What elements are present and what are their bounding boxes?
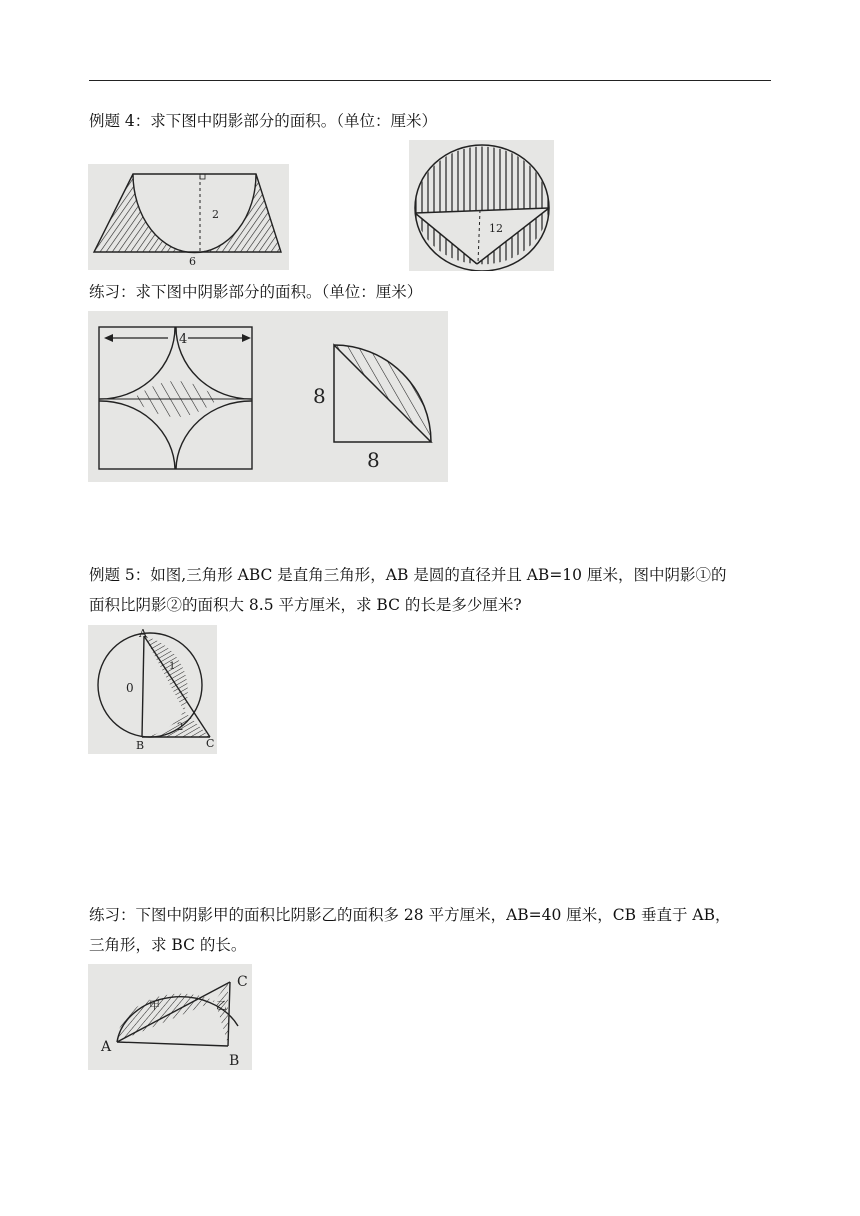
example4-base-label: 6 xyxy=(189,255,196,268)
example5-point-C: C xyxy=(206,737,215,750)
example5-point-A: A xyxy=(139,627,147,640)
exercise1-side-label: 8 xyxy=(313,384,326,408)
example5-text-line1: 例题 5：如图,三角形 ABC 是直角三角形，AB 是圆的直径并且 AB=10 厘米，图中阴影①的 xyxy=(89,566,727,584)
exercise2-point-B: B xyxy=(229,1053,240,1069)
example4-circle-label: 12 xyxy=(489,222,503,235)
exercise1-base-label: 8 xyxy=(367,448,380,472)
example5-center-O: 0 xyxy=(126,681,134,695)
exercise2-figure xyxy=(88,964,252,1070)
example5-figure xyxy=(88,625,217,754)
example5-point-B: B xyxy=(136,739,145,752)
exercise2-text-line2: 三角形，求 BC 的长。 xyxy=(89,936,247,954)
example4-height-label: 2 xyxy=(212,208,219,221)
exercise2-region-yi: 乙 xyxy=(216,999,227,1012)
example5-region-2: 2 xyxy=(177,722,184,733)
exercise1-width-label: 4 xyxy=(179,332,188,347)
exercise2-region-jia: 甲 xyxy=(149,999,160,1012)
example4-text: 例题 4：求下图中阴影部分的面积。（单位：厘米） xyxy=(89,112,438,130)
example4-figure-circle xyxy=(409,140,554,271)
exercise2-text-line1: 练习：下图中阴影甲的面积比阴影乙的面积多 28 平方厘米，AB=40 厘米，CB 垂直于 AB， xyxy=(89,906,731,924)
exercise2-point-C: C xyxy=(237,974,248,990)
exercise1-text: 练习：求下图中阴影部分的面积。（单位：厘米） xyxy=(89,283,423,301)
example5-region-1: 1 xyxy=(169,661,176,672)
exercise2-point-A: A xyxy=(101,1039,112,1055)
header-rule xyxy=(89,80,771,81)
example5-text-line2: 面积比阴影②的面积大 8.5 平方厘米，求 BC 的长是多少厘米? xyxy=(89,596,522,614)
exercise1-figure xyxy=(88,311,448,482)
example4-figure-trapezoid xyxy=(88,164,289,270)
